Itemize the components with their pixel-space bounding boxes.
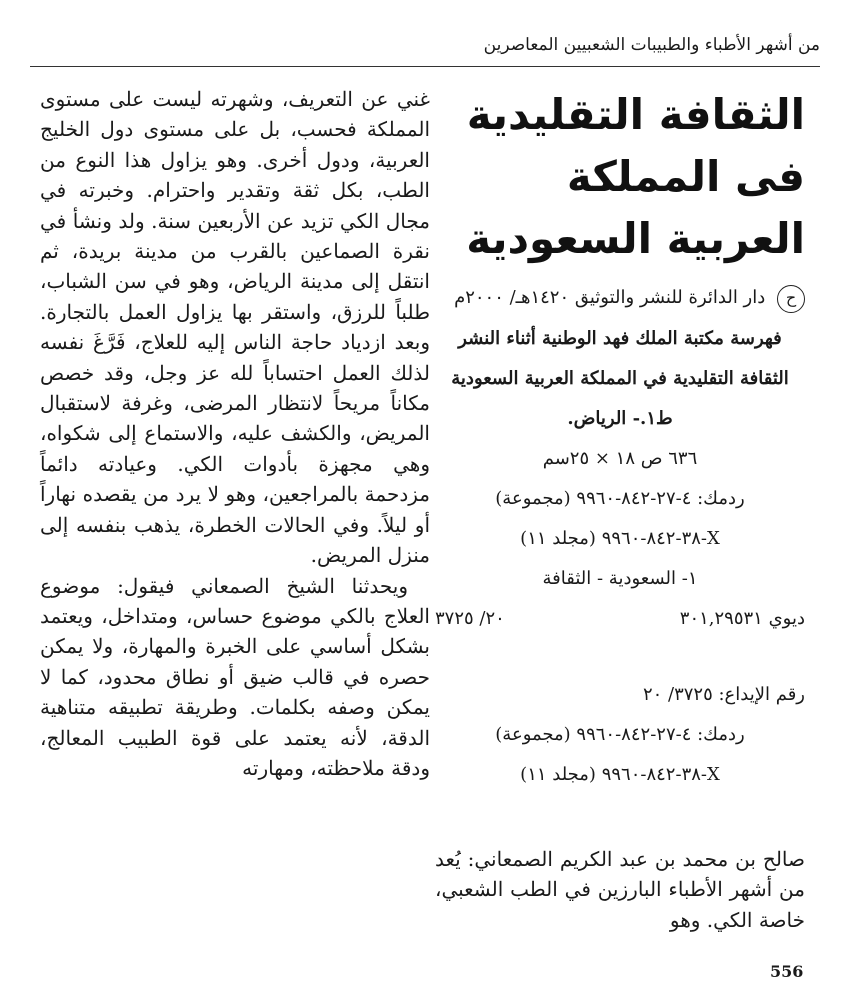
copyright-line (435, 284, 805, 313)
title-cip-column (435, 84, 805, 801)
running-header (30, 30, 820, 67)
body-paragraph-1: غني عن التعريف، وشهرته ليست على مستوى المملكة فحسب، بل على مستوى دول الخليج العربية، ودول أخرى. وهو يزاول هذا النوع من الطب، بكل ثقة وتقدير واحترام. وخبرته في مجال الكي تزيد عن الأربعين سنة. ولد ونشأ في نقرة الصماعين بالقرب من مدينة بريدة، ثم انتقل إلى مدينة الرياض، وهو في سن الشباب، طلباً للرزق، واستقر بها يزاول العمل بالتجارة. وبعد ازدياد حاجة الناس إليه للعلاج، فَرَّغَ نفسه لذلك العمل احتساباً لله عز وجل، وقد خصص مكاناً مريحاً لانتظار المرضى، وغرفة لاستقبال المريض، والكشف عليه، والاستماع إلى شكواه، وهي مجهزة بأدوات الكي. وعيادته دائماً مزدحمة بالمراجعين، وهو لا يرد من يقصده نهاراً أو ليلاً. وفي الحالات الخطرة، يذهب بنفسه إلى منزل المريض. (40, 87, 430, 568)
isbn-set: ردمك: ٤-٢٧-٨٤٢-٩٩٦٠ (مجموعة) (495, 488, 745, 509)
copyright-icon: ح (777, 285, 805, 313)
spacer (435, 645, 805, 681)
running-title: من أشهر الأطباء والطبيبات الشعبيين المعاصرين (483, 35, 820, 55)
cataloging-in-publication (435, 284, 805, 789)
dewey-row (435, 605, 805, 633)
biography-intro (435, 844, 805, 935)
cip-edition: ط١.- الرياض. (567, 408, 673, 429)
biography-paragraph: صالح بن محمد بن عبد الكريم الصمعاني: يُعد من أشهر الأطباء البارزين في الطب الشعبي، خاصة الكي. وهو (435, 847, 805, 932)
body-paragraph-2: ويحدثنا الشيخ الصمعاني فيقول: موضوع العلاج بالكي موضوع حساس، ومتداخل، ويعتمد بشكل أساسي على الخبرة والمهارة، ولا يمكن حصره في قالب ضيق أو نطاق محدود، كما لا يمكن وصفه بكلمات. وطريقة تطبيقه متناهية الدقة، لأنه يعتمد على قوة الطبيب المعالج، ودقة ملاحظته، ومهارته (40, 573, 430, 780)
cip-pages: ٦٣٦ ص ١٨ × ٢٥سم (542, 448, 698, 469)
dewey-class: ديوي ٣٠١,٢٩٥٣١ (679, 608, 805, 629)
title-line-1: الثقافة التقليدية (466, 90, 805, 139)
title-line-2: فى المملكة العربية السعودية (466, 152, 805, 263)
isbn-set-2: ردمك: ٤-٢٧-٨٤٢-٩٩٦٠ (مجموعة) (495, 724, 745, 745)
copyright-text: دار الدائرة للنشر والتوثيق ١٤٢٠هـ/ ٢٠٠٠م (454, 287, 766, 308)
cip-subject: ١- السعودية - الثقافة (542, 568, 698, 589)
page-number: 556 (770, 962, 804, 981)
book-title-heading (435, 84, 805, 270)
deposit-number: رقم الإيداع: ٣٧٢٥/ ٢٠ (642, 684, 805, 705)
dewey-number: ٢٠/ ٣٧٢٥ (435, 608, 505, 629)
body-text-column (40, 84, 430, 783)
isbn-volume-2: X-٣٨-٨٤٢-٩٩٦٠ (مجلد ١١) (520, 764, 720, 785)
cip-book-title: الثقافة التقليدية في المملكة العربية السعودية (451, 368, 789, 389)
catalog-heading: فهرسة مكتبة الملك فهد الوطنية أثناء النشر (458, 328, 782, 349)
isbn-volume: X-٣٨-٨٤٢-٩٩٦٠ (مجلد ١١) (520, 528, 720, 549)
